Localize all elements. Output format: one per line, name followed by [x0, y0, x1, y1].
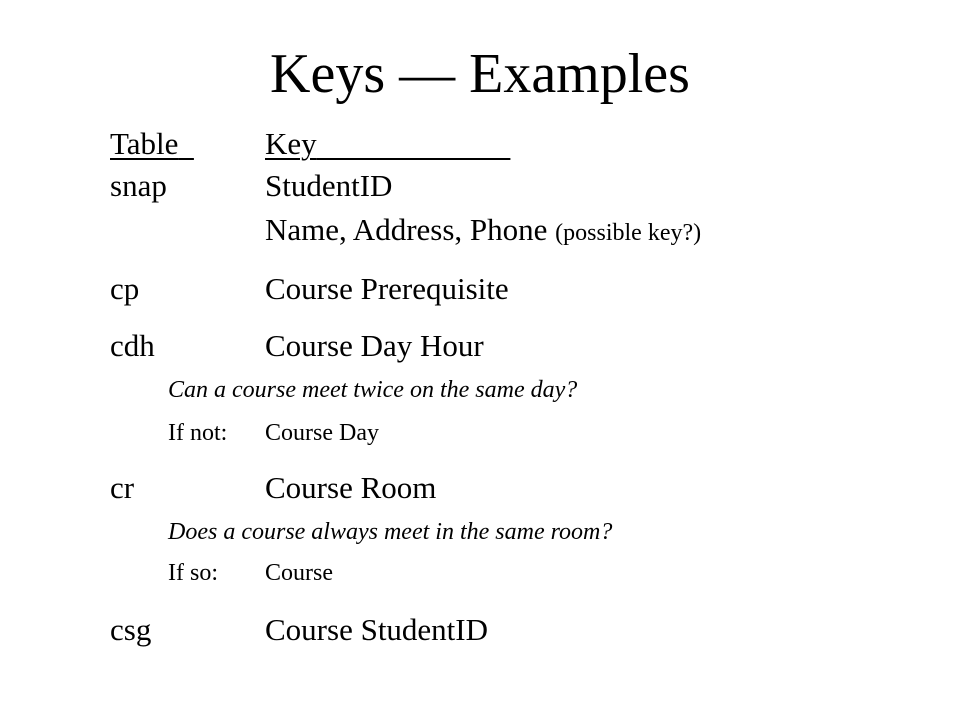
- column-header-key: Key: [265, 126, 317, 161]
- table-name-snap: snap: [110, 168, 167, 203]
- key-snap: StudentID: [265, 168, 393, 203]
- key-cp: Course Prerequisite: [265, 271, 509, 306]
- question-cr: Does a course always meet in the same room?: [168, 519, 613, 545]
- condition-key-cr: Course: [265, 560, 333, 586]
- condition-label-cr: If so:: [168, 560, 218, 586]
- key-cr: Course Room: [265, 470, 437, 505]
- alt-key-snap-text: Name, Address, Phone: [265, 212, 548, 247]
- condition-label-cdh: If not:: [168, 420, 228, 446]
- table-name-csg: csg: [110, 612, 152, 647]
- table-name-cdh: cdh: [110, 328, 155, 363]
- key-csg: Course StudentID: [265, 612, 489, 647]
- condition-key-cdh: Course Day: [265, 420, 379, 446]
- table-name-cp: cp: [110, 271, 140, 306]
- slide-title: Keys — Examples: [270, 43, 690, 105]
- question-cdh: Can a course meet twice on the same day?: [168, 377, 578, 403]
- alt-key-snap: [265, 214, 701, 245]
- alt-key-snap-note: (possible key?): [555, 220, 702, 246]
- key-cdh: Course Day Hour: [265, 328, 484, 363]
- table-name-cr: cr: [110, 470, 135, 505]
- column-header-table: Table: [110, 126, 179, 161]
